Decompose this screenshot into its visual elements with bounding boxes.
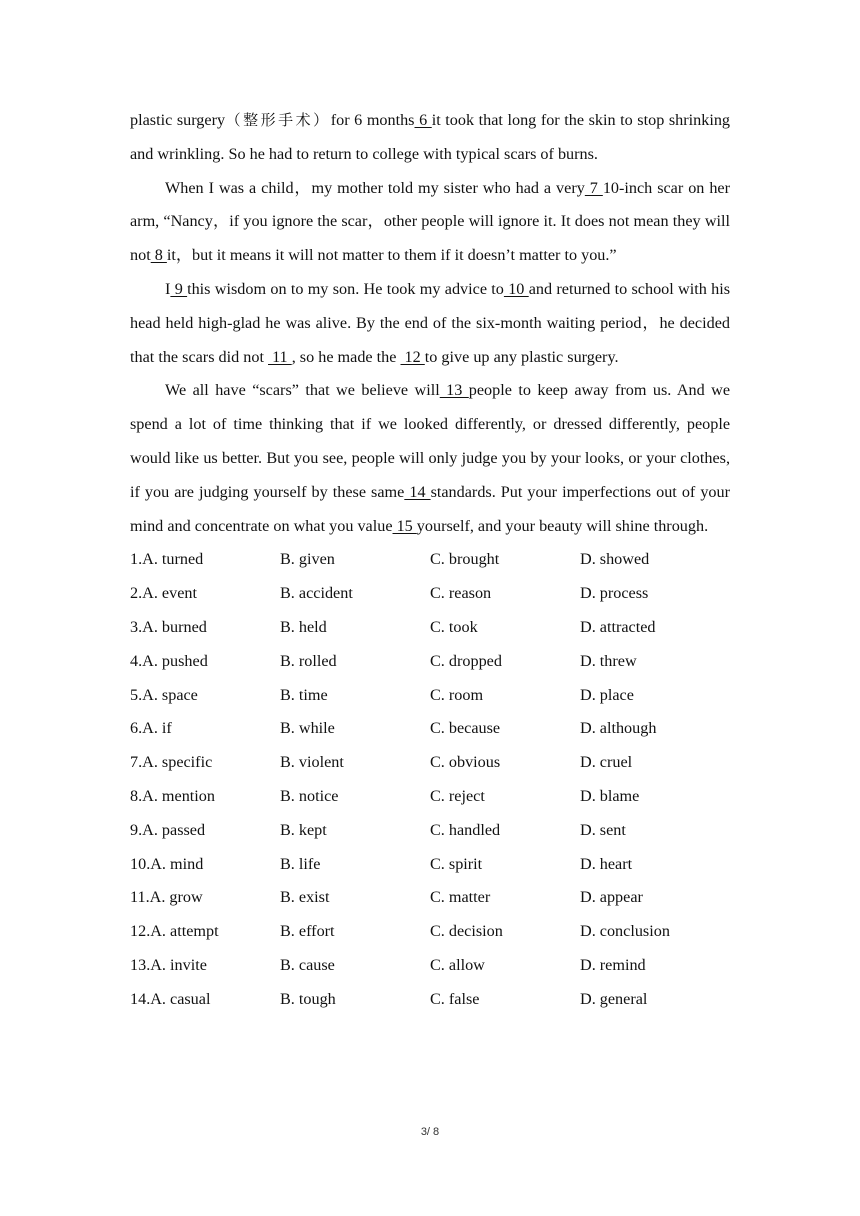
option-a[interactable]: 5.A. space <box>130 685 198 704</box>
text: plastic surgery <box>130 111 226 129</box>
text: this wisdom on to my son. He took my advice to <box>187 279 504 298</box>
question-2-options <box>130 577 730 611</box>
question-8-options <box>130 780 730 814</box>
option-a[interactable]: 3.A. burned <box>130 617 207 636</box>
option-c[interactable]: C. because <box>430 719 501 738</box>
option-d[interactable]: D. appear <box>580 888 643 907</box>
option-c[interactable]: C. spirit <box>430 854 483 873</box>
text: standards. Put your imperfections out of your mind and concentrate on what you value <box>130 482 731 535</box>
question-7-options <box>130 746 730 780</box>
blank-6[interactable]: 6 <box>414 111 432 129</box>
blank-10[interactable]: 10 <box>503 279 529 298</box>
blank-8[interactable]: 8 <box>150 246 167 265</box>
blank-12[interactable]: 12 <box>400 347 425 366</box>
question-4-options <box>130 645 730 679</box>
option-b[interactable]: B. exist <box>280 888 330 907</box>
option-c[interactable]: C. allow <box>430 955 485 974</box>
option-b[interactable]: B. life <box>280 854 321 873</box>
question-6-options <box>130 712 730 746</box>
paragraph-2 <box>130 172 730 273</box>
question-13-options <box>130 949 730 983</box>
answer-options <box>130 543 730 1016</box>
option-c[interactable]: C. reject <box>430 786 485 805</box>
option-d[interactable]: D. sent <box>580 820 626 839</box>
option-b[interactable]: B. time <box>280 685 328 704</box>
option-b[interactable]: B. notice <box>280 786 339 805</box>
text: 10-inch scar on her arm, “Nancy，if you ignore the scar，other people will ignore it. It does not mean they will not <box>130 178 731 265</box>
text: and returned to school with his head held high-glad he was alive. By the end of the six-month waiting period，he decided that the scars did not <box>130 279 731 366</box>
blank-9[interactable]: 9 <box>170 279 188 298</box>
question-11-options <box>130 881 730 915</box>
blank-11[interactable]: 11 <box>268 347 292 366</box>
option-d[interactable]: D. showed <box>580 550 650 569</box>
option-d[interactable]: D. remind <box>580 955 646 974</box>
option-d[interactable]: D. place <box>580 685 634 704</box>
option-a[interactable]: 12.A. attempt <box>130 922 219 941</box>
option-d[interactable]: D. blame <box>580 786 640 805</box>
option-d[interactable]: D. threw <box>580 651 637 670</box>
text: I <box>165 279 171 298</box>
option-d[interactable]: D. process <box>580 584 649 603</box>
option-c[interactable]: C. dropped <box>430 651 502 670</box>
option-c[interactable]: C. obvious <box>430 753 501 772</box>
chinese-gloss: （整形手术） <box>225 111 331 129</box>
option-c[interactable]: C. took <box>430 617 478 636</box>
option-b[interactable]: B. while <box>280 719 335 738</box>
option-c[interactable]: C. room <box>430 685 484 704</box>
option-d[interactable]: D. cruel <box>580 753 633 772</box>
option-d[interactable]: D. attracted <box>580 617 656 636</box>
question-5-options <box>130 679 730 713</box>
text: When I was a child，my mother told my sister who had a very <box>165 178 585 197</box>
option-b[interactable]: B. violent <box>280 753 344 772</box>
question-10-options <box>130 848 730 882</box>
text: We all have “scars” that we believe will <box>165 381 440 400</box>
option-c[interactable]: C. matter <box>430 888 491 907</box>
option-a[interactable]: 6.A. if <box>130 719 172 738</box>
option-c[interactable]: C. handled <box>430 820 501 839</box>
option-a[interactable]: 11.A. grow <box>130 888 203 907</box>
option-a[interactable]: 1.A. turned <box>130 550 204 569</box>
question-1-options <box>130 543 730 577</box>
document-page <box>130 104 730 1017</box>
question-3-options <box>130 611 730 645</box>
text: yourself, and your beauty will shine through. <box>416 516 709 535</box>
option-d[interactable]: D. heart <box>580 854 633 873</box>
option-c[interactable]: C. decision <box>430 922 503 941</box>
blank-14[interactable]: 14 <box>404 482 431 501</box>
option-a[interactable]: 13.A. invite <box>130 955 207 974</box>
paragraph-1 <box>130 104 730 172</box>
blank-15[interactable]: 15 <box>392 516 417 535</box>
question-9-options <box>130 814 730 848</box>
option-c[interactable]: C. brought <box>430 550 500 569</box>
option-c[interactable]: C. reason <box>430 584 492 603</box>
option-b[interactable]: B. kept <box>280 820 327 839</box>
option-b[interactable]: B. held <box>280 617 327 636</box>
option-d[interactable]: D. general <box>580 989 648 1008</box>
option-a[interactable]: 8.A. mention <box>130 786 215 805</box>
text: , so he made the <box>291 347 397 366</box>
text: for 6 months <box>330 111 415 129</box>
option-b[interactable]: B. tough <box>280 989 336 1008</box>
option-a[interactable]: 10.A. mind <box>130 854 204 873</box>
text: people to keep away from us. And we spend a lot of time thinking that if we looked differently, or dressed differently, people would like us better. But you see, people will only judge you by your looks, or your clothes, if you are judging yourself by these same <box>130 381 731 501</box>
blank-13[interactable]: 13 <box>439 381 469 400</box>
option-b[interactable]: B. rolled <box>280 651 337 670</box>
text: it，but it means it will not matter to them if it doesn’t matter to you.” <box>166 246 617 265</box>
option-c[interactable]: C. false <box>430 989 480 1008</box>
option-b[interactable]: B. accident <box>280 584 353 603</box>
option-a[interactable]: 4.A. pushed <box>130 651 208 670</box>
option-b[interactable]: B. effort <box>280 922 335 941</box>
paragraph-4 <box>130 374 730 543</box>
page-number: 3/ 8 <box>420 1126 440 1138</box>
option-a[interactable]: 9.A. passed <box>130 820 206 839</box>
option-d[interactable]: D. conclusion <box>580 922 670 941</box>
question-14-options <box>130 983 730 1017</box>
option-a[interactable]: 7.A. specific <box>130 753 213 772</box>
option-b[interactable]: B. cause <box>280 955 335 974</box>
blank-7[interactable]: 7 <box>584 178 603 197</box>
option-a[interactable]: 14.A. casual <box>130 989 211 1008</box>
text: it took that long for the skin to stop shrinking and wrinkling. So he had to return to college with typical scars of burns. <box>130 111 731 163</box>
option-b[interactable]: B. given <box>280 550 335 569</box>
option-d[interactable]: D. although <box>580 719 657 738</box>
question-12-options <box>130 915 730 949</box>
option-a[interactable]: 2.A. event <box>130 584 197 603</box>
text: to give up any plastic surgery. <box>424 347 619 366</box>
paragraph-3 <box>130 273 730 374</box>
